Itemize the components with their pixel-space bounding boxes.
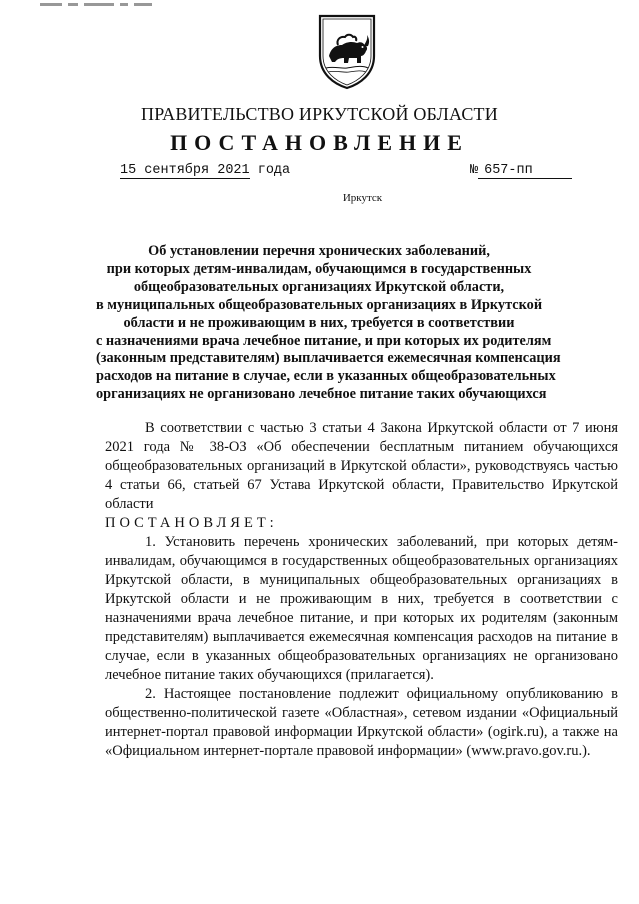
- city-name: Иркутск: [342, 192, 383, 204]
- date-value: 15 сентября 2021: [120, 163, 250, 178]
- number-sign: №: [470, 163, 479, 178]
- heading-line: области и не проживающим в них, требуется в соответствии: [123, 314, 515, 331]
- item-2-paragraph: 2. Настоящее постановление подлежит официальному опубликованию в общественно-политической газете «Областная», сетевом издании «Официальный интернет-портал правовой информации Иркутской области» (ogirk.ru), а также на «Официальном интернет-портале правовой информации» (www.pravo.gov.ru.).: [105, 686, 618, 759]
- document-date: [120, 163, 290, 179]
- item-1-paragraph: 1. Установить перечень хронических заболеваний, при которых детям-инвалидам, обучающимся в государственных общеобразовательных организациях Иркутской области, в муниципальных общеобразовательных организациях в Иркутской области и не проживающим в них, требуется в соответствии с назначениями врача лечебное питание, и при которых их родителям (законным представителям) выплачивается ежемесячная компенсация расходов на питание в случае, если в указанных общеобразовательных организациях не организовано лечебное питание таких обучающихся (прилагается).: [105, 534, 618, 683]
- heading-line: (законным представителям) выплачивается ежемесячная компенсация: [96, 350, 561, 367]
- heading-line: в муниципальных общеобразовательных организациях в Иркутской: [96, 296, 543, 313]
- document-number: [470, 163, 572, 179]
- document-heading: [96, 243, 561, 404]
- number-value: 657-пп: [478, 163, 572, 179]
- heading-line: организациях не организовано лечебное питание таких обучающихся: [96, 386, 547, 403]
- heading-line: общеобразовательных организациях Иркутской области,: [133, 278, 505, 295]
- heading-line: расходов на питание в случае, если в указанных общеобразовательных: [96, 368, 556, 385]
- document-body: [105, 419, 618, 761]
- coat-of-arms-irkutsk-icon: [316, 12, 378, 90]
- resolve-word: ПОСТАНОВЛЯЕТ:: [105, 515, 278, 531]
- government-name: ПРАВИТЕЛЬСТВО ИРКУТСКОЙ ОБЛАСТИ: [141, 104, 498, 124]
- date-suffix: года: [257, 163, 291, 178]
- heading-line: Об установлении перечня хронических заболеваний,: [148, 243, 490, 259]
- scan-artifacts: [40, 0, 190, 6]
- heading-line: при которых детям-инвалидам, обучающимся в государственных: [106, 260, 532, 277]
- preamble-paragraph: В соответствии с частью 3 статьи 4 Закона Иркутской области от 7 июня 2021 года № 38-ОЗ «Об обеспечении бесплатным питанием обучающихся общеобразовательных организаций в Иркутской области», руководствуясь частью 4 статьи 66, статьей 67 Устава Иркутской области, Правительство Иркутской области: [105, 420, 618, 512]
- heading-line: с назначениями врача лечебное питание, и при которых их родителям: [96, 332, 552, 349]
- document-type: ПОСТАНОВЛЕНИЕ: [170, 130, 469, 155]
